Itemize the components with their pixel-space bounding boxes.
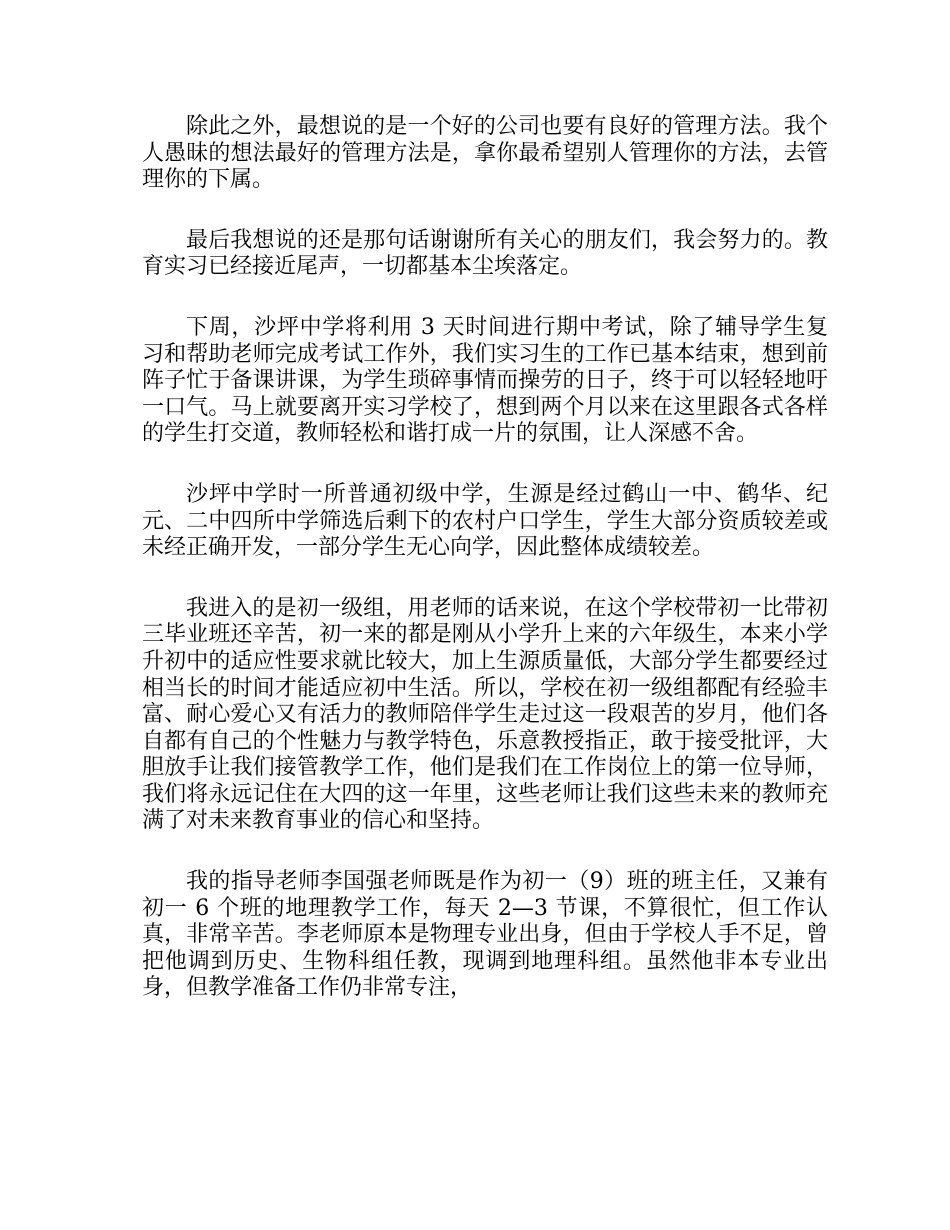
paragraph-exam-week: 下周，沙坪中学将利用 3 天时间进行期中考试，除了辅导学生复习和帮助老师完成考试工作外，我们实习生的工作已基本结束，想到前阵子忙于备课讲课，为学生琐碎事情而操劳的日子，终于可以轻轻地吁一口气。马上就要离开实习学校了，想到两个月以来在这里跟各式各样的学生打交道，教师轻松和谐打成一片的氛围，让人深感不舍。 [142,314,828,447]
paragraph-management: 除此之外，最想说的是一个好的公司也要有良好的管理方法。我个人愚昧的想法最好的管理方法是，拿你最希望别人管理你的方法，去管理你的下属。 [142,114,828,193]
paragraph-school-intro: 沙坪中学时一所普通初级中学，生源是经过鹤山一中、鹤华、纪元、二中四所中学筛选后剩下的农村户口学生，学生大部分资质较差或未经正确开发，一部分学生无心向学，因此整体成绩较差。 [142,481,828,561]
paragraph-thanks: 最后我想说的还是那句话谢谢所有关心的朋友们，我会努力的。教育实习已经接近尾声，一切都基本尘埃落定。 [142,227,828,280]
document-body [142,114,828,1002]
paragraph-grade-one: 我进入的是初一级组，用老师的话来说，在这个学校带初一比带初三毕业班还辛苦，初一来的都是刚从小学升上来的六年级生，本来小学升初中的适应性要求就比较大，加上生源质量低，大部分学生都要经过相当长的时间才能适应初中生活。所以，学校在初一级组都配有经验丰富、耐心爱心又有活力的教师陪伴学生走过这一段艰苦的岁月，他们各自都有自己的个性魅力与教学特色，乐意教授指正，敢于接受批评，大胆放手让我们接管教学工作，他们是我们在工作岗位上的第一位导师，我们将永远记住在大四的这一年里，这些老师让我们这些未来的教师充满了对未来教育事业的信心和坚持。 [142,595,828,834]
paragraph-mentor: 我的指导老师李国强老师既是作为初一（9）班的班主任，又兼有初一 6 个班的地理教学工作，每天 2—3 节课，不算很忙，但工作认真，非常辛苦。李老师原本是物理专业出身，但由于学校人手不足，曾把他调到历史、生物科组任教，现调到地理科组。虽然他非本专业出身，但教学准备工作仍非常专注， [142,869,828,1001]
